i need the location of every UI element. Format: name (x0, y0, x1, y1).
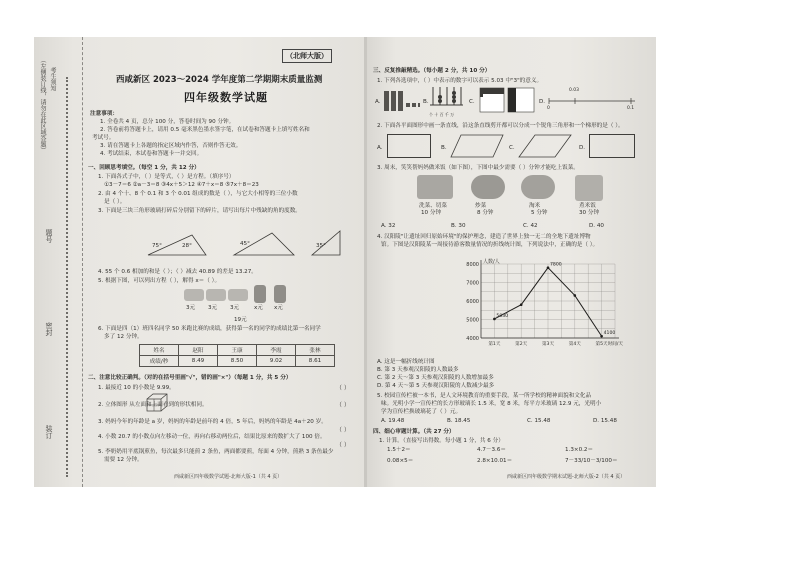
calc-item: 1.5＋2＝ (387, 447, 411, 453)
y-tick-label: 5000 (466, 317, 479, 324)
cube-figure (146, 393, 168, 413)
mc3-option-c: C. 42 (523, 223, 538, 229)
angle-label-2: 28° (182, 243, 192, 249)
price-label-5: x元 (274, 305, 283, 311)
mc2-option-a: A. (377, 145, 383, 151)
mc-5b: 味。光明小学一宣传栏的长方形玻璃长 1.5 米，宽 8 米，每平方米玻璃 12.9 元，光明小 (381, 401, 602, 407)
y-tick-label: 8000 (466, 261, 479, 268)
mc2-option-b: B. (441, 145, 447, 151)
exam-photo (34, 37, 656, 487)
note-3: 3. 请在答题卡上各题的指定区域内作答，否则作答无效。 (100, 143, 242, 149)
data-point (520, 303, 523, 306)
abacus-label: 个 (429, 112, 433, 117)
option-a: A. (375, 99, 381, 105)
table-header-cell: 赵阳 (179, 345, 218, 356)
judge-5: 5. 李奶奶用平底锅煎鱼，每次最多只能煎 2 条鱼，两面都要煎，每面 4 分钟，煎熟 3 条鱼最少 (98, 449, 334, 455)
binding-text: （左侧装订线，请勿在此区域答题） (39, 57, 46, 153)
perforation-line (66, 77, 70, 477)
angle-label-3: 45° (240, 241, 250, 247)
right-page (367, 37, 656, 487)
table-cell: 8.61 (296, 356, 335, 367)
answer-paren[interactable]: （ ） (336, 385, 350, 392)
binding-text-2: 考生须知 (49, 67, 56, 91)
judge-2: 2. 立体图形 从左面和上面看到的形状相同。 (98, 402, 208, 408)
mc4-option-b: B. 第 3 天参观汉阳陵的人数最多 (377, 367, 459, 373)
section-3-heading: 三、反复推敲精选。（每小题 2 分，共 10 分） (373, 68, 491, 74)
mc4-option-c: C. 第 2 天～第 3 天参观汉阳陵的人数增加最多 (377, 375, 494, 381)
rhombus-shape (517, 133, 573, 159)
question-3: 3. 下面是三块三角形玻璃打碎后分别留下的碎片，请写出每片中残缺的角的度数。 (98, 208, 301, 214)
table-row (140, 356, 335, 367)
calc-item: 0.08×5＝ (387, 458, 414, 464)
edition-tag: （北师大版） (282, 49, 332, 63)
abacus-label: 千 (444, 112, 449, 117)
mc-2: 2. 下面各平面图形中画一条直线，沿这条直线剪开都可以分成一个锐角三角形和一个梯形的是（ ）。 (377, 123, 624, 129)
judge-4: 4. 小数 20.7 的小数点向左移动一位，再向右移动两位后，结果比原来的数扩大了 100 倍。 (98, 434, 326, 440)
exam-title: 四年级数学试题 (184, 91, 268, 104)
table-cell: 9.02 (257, 356, 296, 367)
x-tick-label: 第4天 (568, 342, 581, 347)
data-point (600, 335, 603, 338)
mc3-option-a: A. 32 (381, 223, 396, 229)
calc-item: 1.3×0.2＝ (565, 447, 594, 453)
mc-5c: 学为宣传栏换玻璃花了（ ）元。 (381, 409, 462, 415)
question-2: 2. 由 4 个十、8 个 0.1 和 3 个 0.01 组成的数是（ ），与它大小相等的三位小数 (98, 191, 298, 197)
price-label-1: 3元 (186, 305, 196, 311)
notes-heading: 注意事项： (90, 111, 118, 117)
time-2: 8 分钟 (477, 210, 494, 216)
abacus-label: 万 (450, 112, 455, 117)
x-axis-label: 时间/天 (607, 342, 623, 347)
data-point (547, 266, 550, 269)
number-line-figure (547, 93, 637, 107)
question-1-items: ①3－7＝6 ②a－3＝8 ③4x＋5＞12 ④7＋x＝8 ⑤7x＋8＝23 (104, 182, 259, 188)
judge-5b: 需要 12 分钟。 (104, 457, 143, 463)
abacus-label: 十 (434, 112, 439, 117)
rectangle-shape (387, 134, 431, 158)
question-6b: 多了 12 分钟。 (104, 334, 143, 340)
table-cell: 8.50 (218, 356, 257, 367)
option-c: C. (469, 99, 475, 105)
data-label: 7800 (550, 262, 562, 268)
note-1: 1. 全卷共 4 页，总分 100 分，答卷时间为 90 分钟。 (100, 119, 235, 125)
price-label-4: x元 (254, 305, 263, 311)
mc5-option-d: D. 15.48 (593, 418, 617, 424)
calc-item: 7－33/10－3/100＝ (565, 458, 618, 464)
mc2-option-d: D. (579, 145, 586, 151)
question-1: 1. 下面各式子中，（ ）是等式，（ ）是方程。（填序号） (98, 174, 235, 180)
data-point (493, 318, 496, 321)
abacus-icon (429, 85, 463, 111)
bar-blocks-figure (383, 89, 421, 113)
note-2: 2. 答卷前将答题卡上，请用 0.5 毫米黑色墨水签字笔，在试卷和答题卡上填写姓名和 (100, 127, 310, 133)
mc4-option-d: D. 第 4 天～第 5 天参观汉阳陵的人数减少最多 (377, 383, 495, 389)
note-4: 4. 考试结束，本试卷和答题卡一并交回。 (100, 151, 203, 157)
question-2b: 是（ ）。 (104, 199, 126, 205)
washing-rice-picture (521, 175, 555, 199)
price-label-2: 3元 (208, 305, 218, 311)
cup-icon (206, 289, 226, 301)
judge-3: 3. 妈妈今年的年龄是 a 岁，妈妈的年龄是前年的 4 倍，5 年后，妈妈的年龄是 4a＋20 岁。 (98, 419, 327, 425)
mc4-option-a: A. 这是一幅折线统计图 (377, 359, 435, 365)
mc2-option-c: C. (509, 145, 515, 151)
option-b: B. (423, 99, 429, 105)
step-1: 洗菜、切菜 (419, 203, 447, 209)
option-d: D. (539, 99, 546, 105)
scores-table (139, 344, 335, 367)
calc-heading: 1. 计算。（直接写出得数。每小题 1 分，共 6 分） (379, 438, 504, 444)
total-label: 19元 (234, 317, 247, 323)
mc5-option-c: C. 15.48 (527, 418, 551, 424)
mc3-option-d: D. 40 (589, 223, 604, 229)
visitor-line-chart (455, 256, 625, 354)
mc3-option-b: B. 30 (451, 223, 466, 229)
cup-icon (184, 289, 204, 301)
table-header-cell: 姓名 (140, 345, 179, 356)
parallelogram-shape (449, 133, 505, 159)
table-header-cell: 张林 (296, 345, 335, 356)
column-figure (507, 87, 537, 113)
angle-label-1: 75° (152, 243, 162, 249)
mc-5: 5. 校园宣传栏被一本书，是人文环境教育的重要手段，某一所学校的精神面貌和文化品 (377, 393, 592, 399)
time-1: 10 分钟 (421, 210, 442, 216)
answer-paren[interactable]: （ ） (336, 442, 350, 449)
section-2-heading: 二、注意比较正确判。（对的在括号里画"√"，错的画"×"）（每题 1 分，共 5 分） (88, 375, 292, 381)
left-page (34, 37, 364, 487)
angle-label-4: 35° (316, 243, 326, 249)
table-header-cell: 李霞 (257, 345, 296, 356)
question-6: 6. 下面是四（1）班四名同学 50 米跑比赛的成绩，获得第一名的同学的成绩比第一名同学 (98, 326, 321, 332)
frying-pan-picture (471, 175, 505, 199)
left-footer: 西咸新区四年级数学试题-北师大版-1（共 4 页） (174, 474, 283, 480)
question-5: 5. 根据下图，可以列出方程（ ），解得 x＝（ ）。 (98, 278, 221, 284)
table-header-cell: 王康 (218, 345, 257, 356)
question-4: 4. 55 个 0.6 相加的和是（ ）；（ ）减去 40.89 的差是 13.27。 (98, 269, 257, 275)
price-label-3: 3元 (230, 305, 240, 311)
binding-label-3: 装订 (45, 425, 53, 439)
x-tick-label: 第5天 (595, 342, 608, 347)
table-cell: 8.49 (179, 356, 218, 367)
section-4-heading: 四、细心审题计算。（共 27 分） (373, 429, 455, 435)
mc5-option-b: B. 18.45 (447, 418, 471, 424)
calc-item: 2.8×10.01＝ (477, 458, 513, 464)
table-row (140, 345, 335, 356)
mc5-option-a: A. 19.48 (381, 418, 405, 424)
cup-icon (228, 289, 248, 301)
abacus-labels (429, 111, 454, 118)
cutting-vegetables-picture (417, 175, 453, 199)
time-3: 5 分钟 (531, 210, 548, 216)
answer-paren[interactable]: （ ） (336, 427, 350, 434)
bottle-icon (274, 285, 286, 303)
judge-1: 1. 最接近 10 的小数是 9.99。 (98, 385, 175, 391)
right-footer: 西咸新区四年级数学期末试题-北师大版-2（共 4 页） (507, 474, 626, 480)
binding-label-1: 题号 (45, 229, 53, 243)
rice-cooker-picture (575, 175, 603, 201)
mc-3: 3. 周末，笑笑帮妈妈做米饭（如下图），下图中最少需要（ ）分钟才能吃上饭菜。 (377, 165, 579, 171)
section-1-heading: 一、回顾思考填空。（每空 1 分，共 12 分） (88, 165, 200, 171)
y-tick-label: 6000 (466, 298, 479, 305)
mc-1: 1. 下列各选项中，（ ）中表示的数字可以表示 5.03 中"3"的意义。 (377, 78, 543, 84)
abacus-label: 百 (439, 112, 444, 117)
data-point (574, 294, 577, 297)
step-4: 煮米饭 (579, 203, 596, 209)
numberline-label-1: 0.03 (569, 88, 580, 93)
y-tick-label: 4000 (466, 335, 479, 342)
binding-strip (34, 37, 83, 487)
mc-4: 4. 汉阳陵"让遗址回归原始环境"的保护理念，建造了世界上独一无二的全地下遗址博物 (377, 234, 591, 240)
y-tick-label: 7000 (466, 280, 479, 287)
bottle-icon (254, 285, 266, 303)
y-axis-label: 人数/人 (483, 259, 500, 265)
data-label: 5030 (496, 313, 509, 319)
step-2: 炒菜 (475, 203, 487, 209)
step-3: 淘米 (529, 203, 541, 209)
mc-4b: 馆。下图是汉阳陵某一周接待游客数量情况的折线统计图，下列说法中，正确的是（ ）。 (381, 242, 599, 248)
header-title: 西咸新区 2023～2024 学年度第二学期期末质量监测 (116, 75, 323, 85)
data-label: 4100 (603, 331, 616, 337)
binding-label-2: 密封 (45, 322, 53, 336)
numberline-label-2: 0.1 (627, 106, 635, 111)
note-2b: 考试号。 (92, 135, 115, 141)
calc-item: 4.7－3.6＝ (477, 447, 506, 453)
answer-paren[interactable]: （ ） (336, 402, 350, 409)
x-tick-label: 第3天 (541, 342, 555, 347)
x-tick-label: 第2天 (515, 342, 528, 347)
numberline-label-0: 0 (547, 106, 550, 111)
square-shape (589, 134, 635, 158)
x-tick-label: 第1天 (488, 342, 501, 347)
table-row-label: 成绩/秒 (140, 356, 179, 367)
time-4: 30 分钟 (579, 210, 600, 216)
